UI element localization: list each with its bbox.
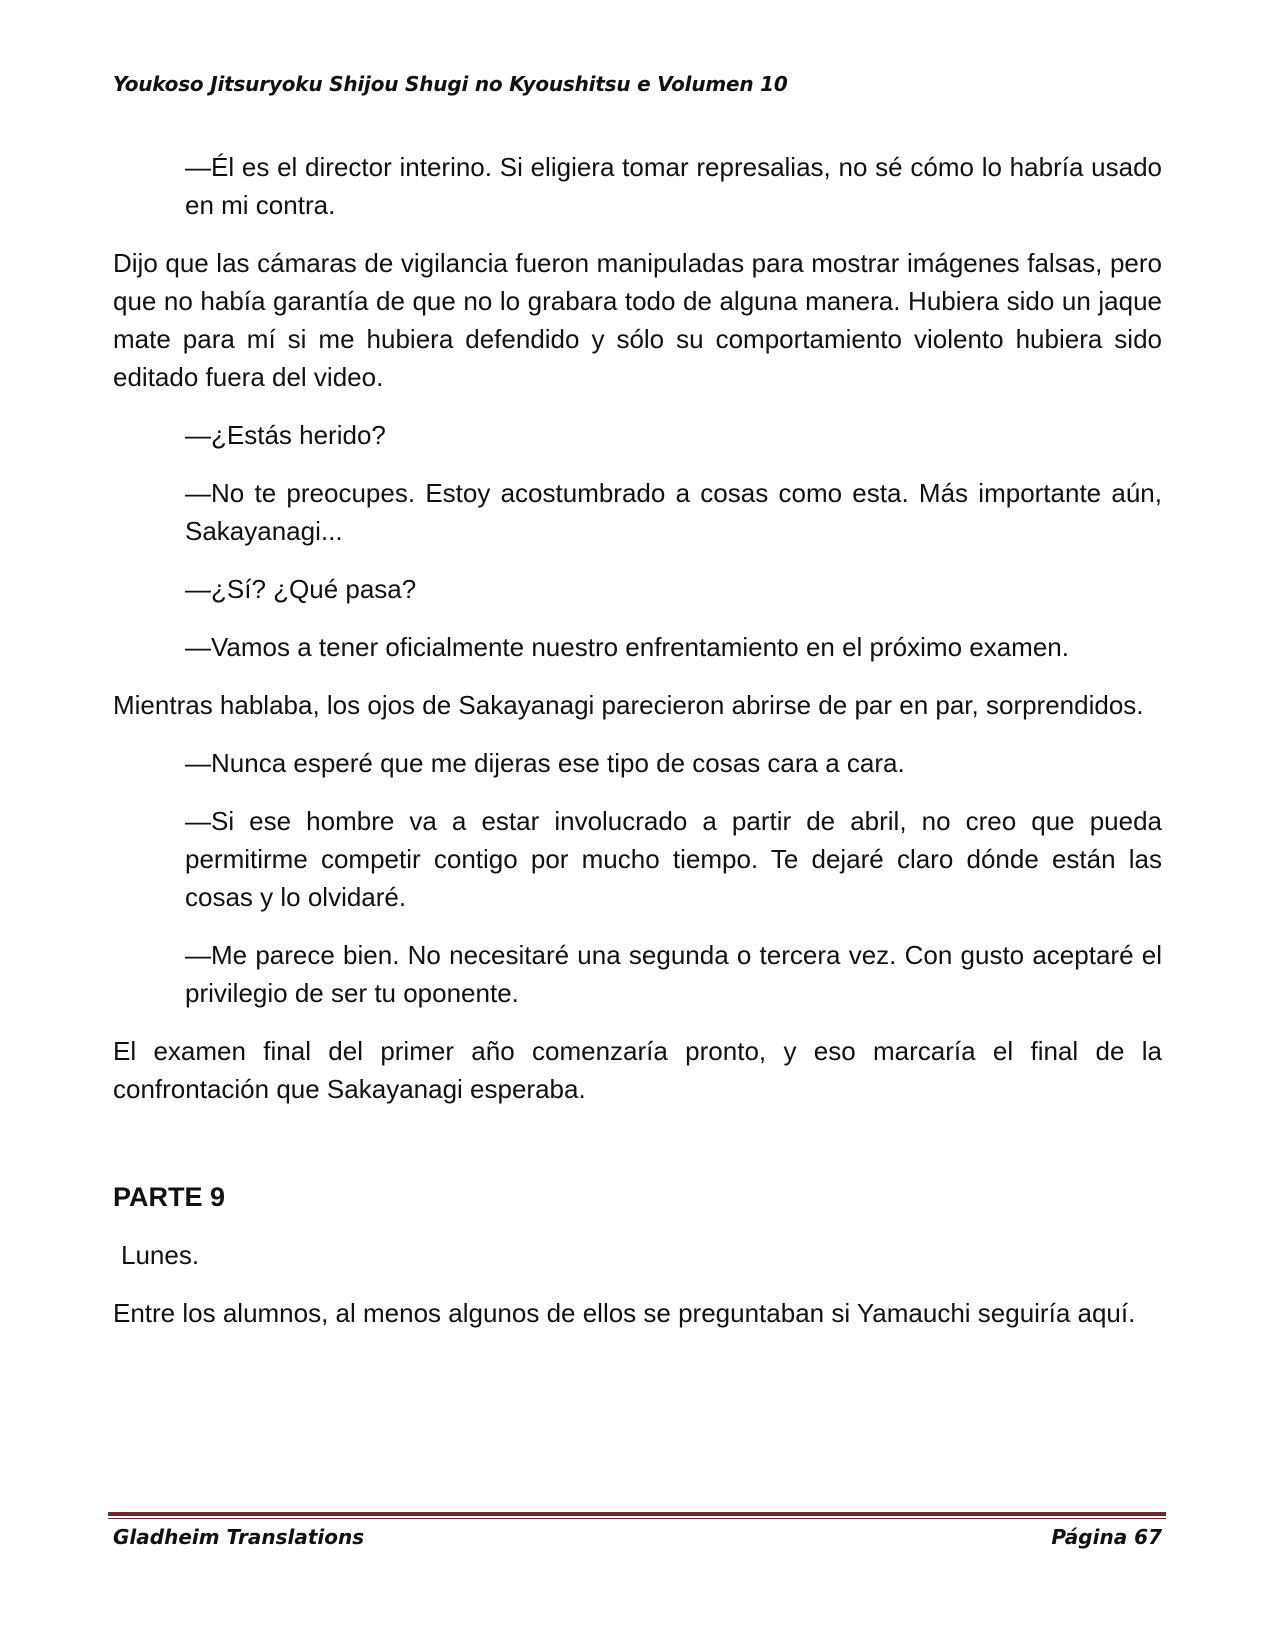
dialogue-paragraph: —¿Estás herido? (185, 420, 386, 450)
dialogue-paragraph: —Nunca esperé que me dijeras ese tipo de cosas cara a cara. (185, 748, 905, 778)
footer-divider-thick (108, 1512, 1166, 1516)
narration-paragraph: Entre los alumnos, al menos algunos de ellos se preguntaban si Yamauchi seguiría aquí. (113, 1298, 1136, 1328)
narration-paragraph: Mientras hablaba, los ojos de Sakayanagi parecieron abrirse de par en par, sorprendidos. (113, 690, 1144, 720)
footer-divider-thin (108, 1518, 1166, 1519)
footer-publisher: Gladheim Translations (113, 1525, 365, 1549)
narration-paragraph: Lunes. (121, 1240, 200, 1270)
narration-paragraph: El examen final del primer año comenzaría pronto, y eso marcaría el final de la confrontación que Sakayanagi esperaba. (113, 1036, 1162, 1104)
footer-divider (108, 1512, 1166, 1520)
dialogue-paragraph: —Él es el director interino. Si eligiera tomar represalias, no sé cómo lo habría usado en mi contra. (185, 152, 1162, 220)
running-header: Youkoso Jitsuryoku Shijou Shugi no Kyoushitsu e Volumen 10 (113, 72, 788, 96)
dialogue-paragraph: —Vamos a tener oficialmente nuestro enfrentamiento en el próximo examen. (185, 632, 1069, 662)
dialogue-paragraph: —Si ese hombre va a estar involucrado a partir de abril, no creo que pueda permitirme competir contigo por mucho tiempo. Te dejaré claro dónde están las cosas y lo olvidaré. (185, 806, 1162, 912)
narration-paragraph: Dijo que las cámaras de vigilancia fueron manipuladas para mostrar imágenes falsas, pero que no había garantía de que no lo grabara todo de alguna manera. Hubiera sido un jaque mate para mí si me hubiera defendido y sólo su comportamiento violento hubiera sido editado fuera del video. (113, 248, 1162, 392)
page-body (113, 148, 1162, 1352)
footer-page-number: Página 67 (1051, 1525, 1162, 1549)
section-heading: PARTE 9 (113, 1182, 226, 1212)
dialogue-paragraph: —Me parece bien. No necesitaré una segunda o tercera vez. Con gusto aceptaré el privilegio de ser tu oponente. (185, 940, 1162, 1008)
dialogue-paragraph: —¿Sí? ¿Qué pasa? (185, 574, 417, 604)
dialogue-paragraph: —No te preocupes. Estoy acostumbrado a cosas como esta. Más importante aún, Sakayanagi... (185, 478, 1162, 546)
